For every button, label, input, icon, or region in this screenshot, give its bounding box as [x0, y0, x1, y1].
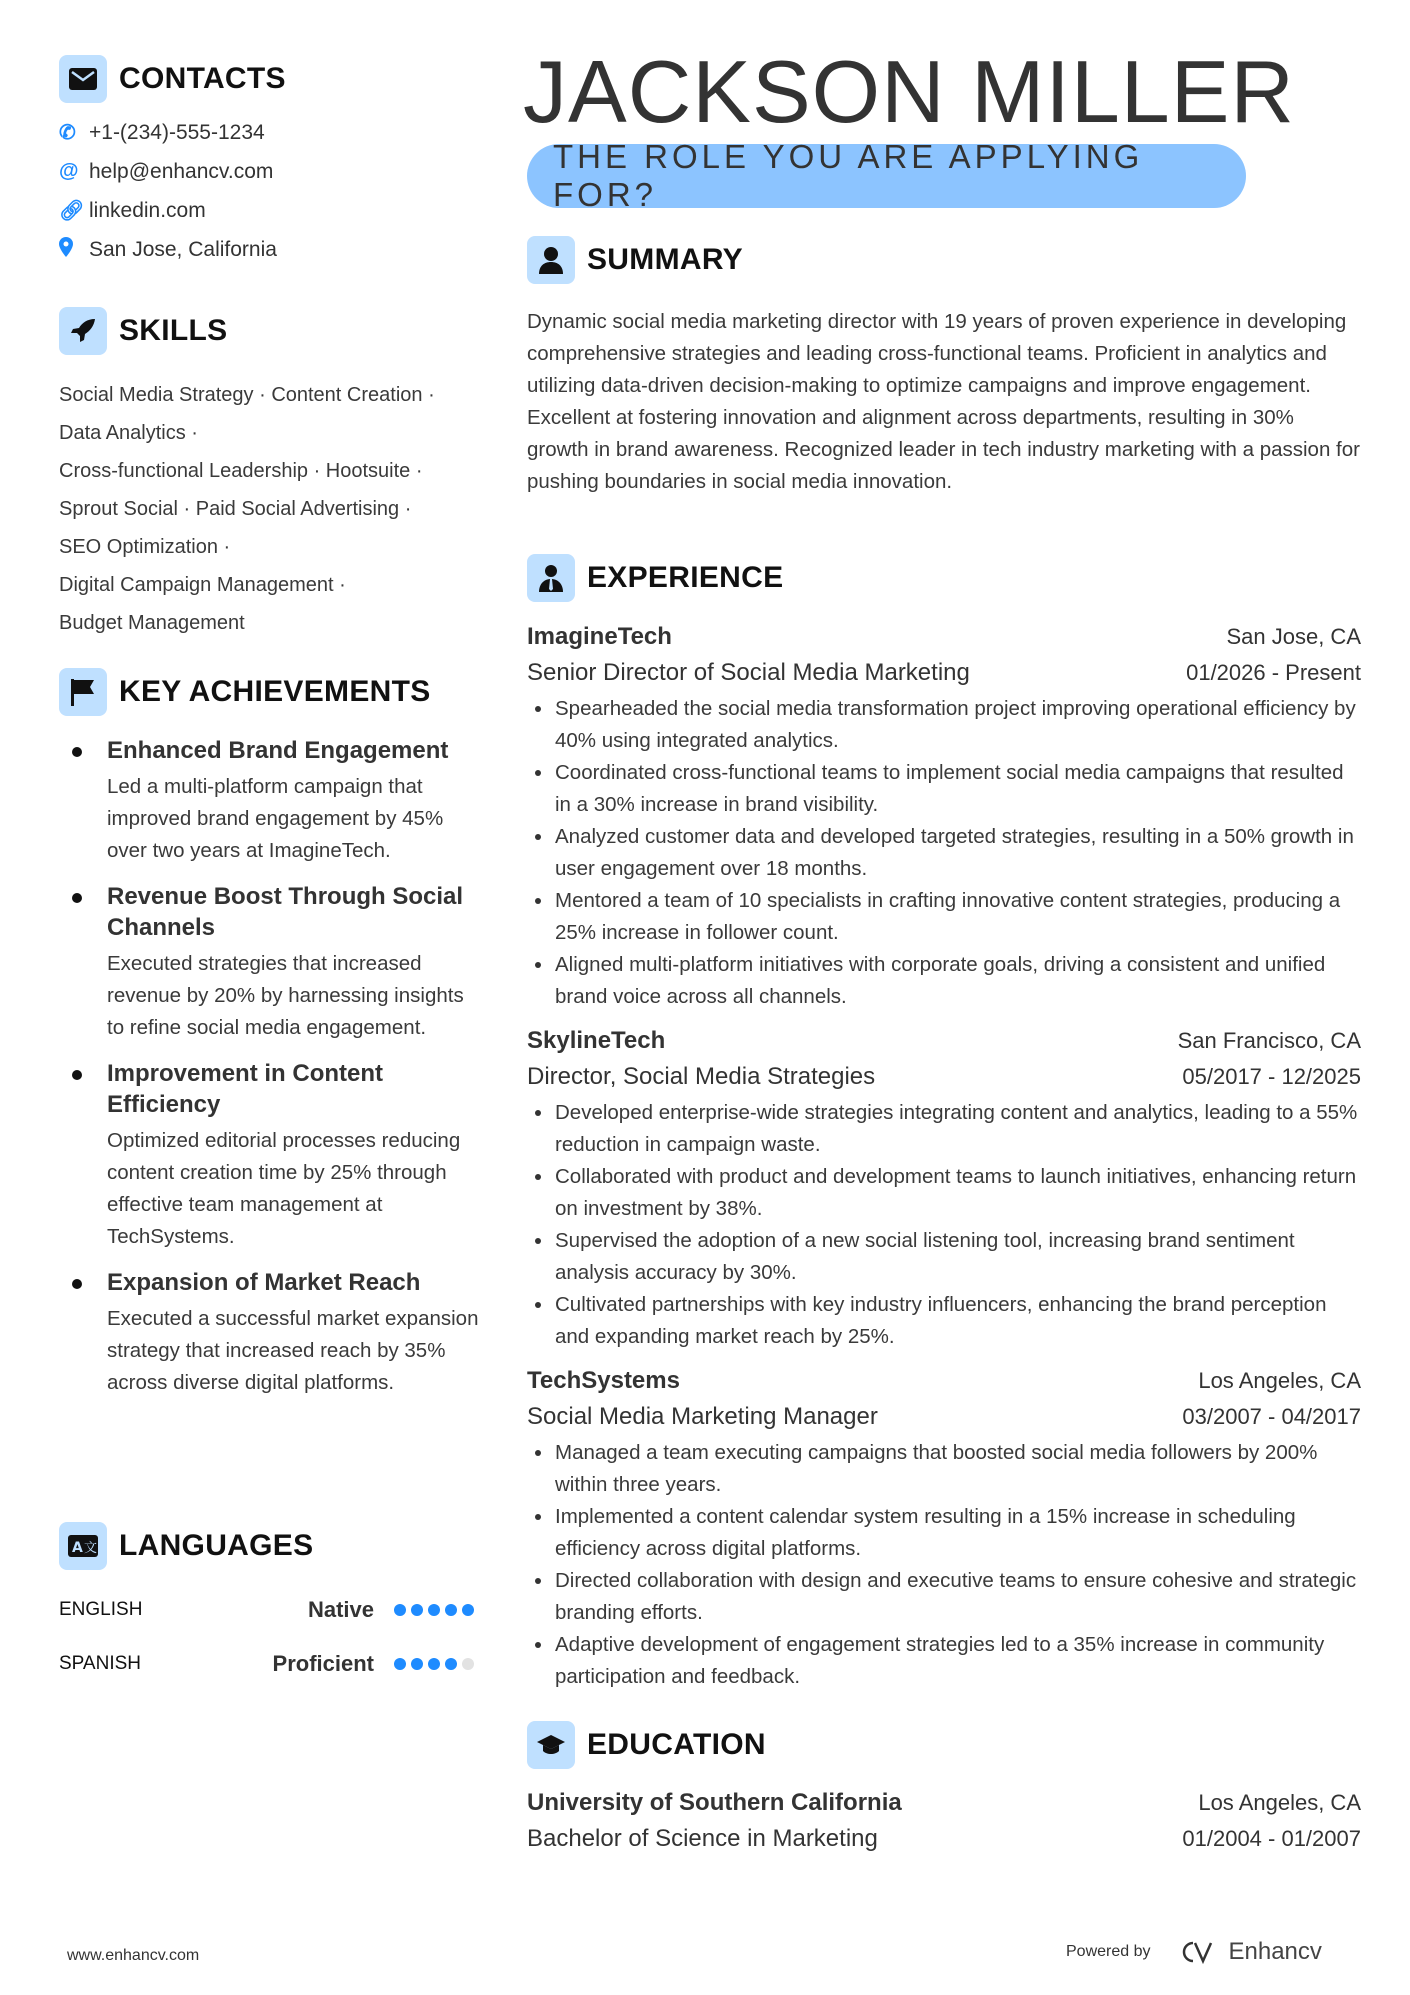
powered-by-label: Powered by: [1066, 1943, 1151, 1960]
job-bullet: Supervised the adoption of a new social listening tool, increasing brand sentiment analysis accuracy by 30%.: [527, 1225, 1361, 1289]
achievement-item: [59, 735, 479, 867]
degree: Bachelor of Science in Marketing: [527, 1825, 878, 1852]
job-title: Director, Social Media Strategies: [527, 1063, 876, 1090]
contact-text: help@enhancv.com: [89, 159, 274, 183]
language-level: Proficient: [272, 1651, 374, 1676]
company-name: SkylineTech: [527, 1027, 666, 1054]
rating-dot: [394, 1658, 406, 1670]
job-dates: 03/2007 - 04/2017: [1182, 1404, 1361, 1429]
svg-text:文: 文: [84, 1541, 98, 1556]
job-entry: [527, 1363, 1361, 1693]
achievement-title: Expansion of Market Reach: [107, 1269, 421, 1296]
skill-line: Sprout Social · Paid Social Advertising ·: [59, 498, 412, 520]
skills-list: [59, 376, 489, 642]
language-rating: [394, 1658, 474, 1670]
powered-by: [1066, 1938, 1322, 1966]
job-title: Senior Director of Social Media Marketing: [527, 659, 970, 686]
rocket-icon: [59, 307, 107, 355]
language-name: SPANISH: [59, 1653, 142, 1674]
job-bullet: Aligned multi-platform initiatives with corporate goals, driving a consistent and unified brand voice across all channels.: [527, 949, 1361, 1013]
contact-location: [59, 230, 286, 269]
job-bullet: Analyzed customer data and developed targeted strategies, resulting in a 50% growth in user engagement over 18 months.: [527, 821, 1361, 885]
language-row: [59, 1644, 474, 1684]
skill-line: SEO Optimization ·: [59, 536, 231, 558]
job-bullet: Cultivated partnerships with key industry influencers, enhancing the brand perception and expanding market reach by 25%.: [527, 1289, 1361, 1353]
achievement-desc: Executed a successful market expansion strategy that increased reach by 35% across diverse digital platforms.: [107, 1307, 479, 1394]
link-icon: 🔗︎: [59, 200, 85, 222]
education-section: [527, 1721, 1361, 1857]
contact-phone[interactable]: [59, 113, 286, 152]
contact-email[interactable]: [59, 152, 286, 191]
job-dates: 01/2026 - Present: [1186, 660, 1361, 685]
job-bullets: [527, 1097, 1361, 1353]
skill-line: Budget Management: [59, 612, 245, 634]
job-bullet: Developed enterprise-wide strategies integrating content and analytics, leading to a 55% reduction in campaign waste.: [527, 1097, 1361, 1161]
contacts-section: [59, 55, 286, 269]
achievement-desc: Optimized editorial processes reducing content creation time by 25% through effective team management at TechSystems.: [107, 1129, 461, 1248]
job-location: San Jose, CA: [1226, 624, 1361, 649]
school-location: Los Angeles, CA: [1198, 1790, 1361, 1815]
footer-website[interactable]: www.enhancv.com: [67, 1947, 200, 1964]
job-location: Los Angeles, CA: [1198, 1368, 1361, 1393]
section-title: EDUCATION: [587, 1728, 766, 1761]
bullet-icon: [72, 1279, 82, 1289]
rating-dot: [462, 1604, 474, 1616]
role-pill[interactable]: THE ROLE YOU ARE APPLYING FOR?: [527, 144, 1246, 208]
language-row: [59, 1590, 474, 1630]
enhancv-logo-icon: [1175, 1939, 1221, 1965]
skill-line: Social Media Strategy · Content Creation ·: [59, 384, 435, 406]
rating-dot: [411, 1604, 423, 1616]
candidate-name: JACKSON MILLER: [523, 42, 1295, 141]
job-bullets: [527, 1437, 1361, 1693]
summary-section: [527, 236, 1361, 498]
job-entry: [527, 619, 1361, 1013]
achievement-desc: Executed strategies that increased revenue by 20% by harnessing insights to refine social media engagement.: [107, 952, 464, 1039]
user-icon: [527, 236, 575, 284]
job-bullet: Managed a team executing campaigns that boosted social media followers by 200% within three years.: [527, 1437, 1361, 1501]
graduation-cap-icon: [527, 1721, 575, 1769]
rating-dot: [428, 1604, 440, 1616]
section-title: LANGUAGES: [119, 1529, 314, 1562]
job-bullet: Adaptive development of engagement strategies led to a 35% increase in community participation and feedback.: [527, 1629, 1361, 1693]
svg-text:A: A: [72, 1540, 83, 1556]
section-title: EXPERIENCE: [587, 561, 784, 594]
job-bullet: Mentored a team of 10 specialists in crafting innovative content strategies, producing a 25% increase in follower count.: [527, 885, 1361, 949]
summary-text: Dynamic social media marketing director with 19 years of proven experience in developing comprehensive strategies and leading cross-functional teams. Proficient in analytics and utilizing data-driven decision-making to optimize campaigns and improve engagement. Excellent at fostering innovation and alignment across departments, resulting in 30% growth in brand awareness. Recognized leader in tech industry marketing with a passion for pushing boundaries in social media innovation.: [527, 310, 1360, 493]
contact-linkedin[interactable]: [59, 191, 286, 230]
experience-section: [527, 554, 1361, 1703]
rating-dot: [462, 1658, 474, 1670]
language-level: Native: [307, 1597, 374, 1622]
businessman-icon: [527, 554, 575, 602]
rating-dot: [445, 1604, 457, 1616]
translate-icon: [59, 1522, 107, 1570]
section-title: CONTACTS: [119, 62, 286, 95]
school-name: University of Southern California: [527, 1789, 902, 1816]
contact-text: San Jose, California: [89, 237, 277, 261]
job-title: Social Media Marketing Manager: [527, 1403, 878, 1430]
job-bullet: Collaborated with product and development teams to launch initiatives, enhancing return on investment by 38%.: [527, 1161, 1361, 1225]
company-name: TechSystems: [527, 1367, 680, 1394]
achievement-item: [59, 881, 479, 1044]
company-name: ImagineTech: [527, 623, 672, 650]
rating-dot: [428, 1658, 440, 1670]
skill-line: Data Analytics ·: [59, 422, 198, 444]
rating-dot: [411, 1658, 423, 1670]
language-name: ENGLISH: [59, 1599, 143, 1620]
job-bullet: Coordinated cross-functional teams to implement social media campaigns that resulted in a 30% increase in brand visibility.: [527, 757, 1361, 821]
job-location: San Francisco, CA: [1177, 1028, 1361, 1053]
job-bullets: [527, 693, 1361, 1013]
section-title: SUMMARY: [587, 243, 743, 276]
achievement-item: [59, 1267, 479, 1399]
job-bullet: Spearheaded the social media transformation project improving operational efficiency by 40% using integrated analytics.: [527, 693, 1361, 757]
flag-icon: [59, 668, 107, 716]
education-dates: 01/2004 - 01/2007: [1182, 1826, 1361, 1851]
section-title: KEY ACHIEVEMENTS: [119, 675, 431, 708]
job-bullet: Implemented a content calendar system resulting in a 15% increase in scheduling efficiency across digital platforms.: [527, 1501, 1361, 1565]
skill-line: Cross-functional Leadership · Hootsuite ·: [59, 460, 423, 482]
language-rating: [394, 1604, 474, 1616]
enhancv-brand: Enhancv: [1228, 1938, 1322, 1965]
at-icon: @: [59, 160, 79, 182]
bullet-icon: [72, 747, 82, 757]
contact-text: +1-(234)-555-1234: [89, 120, 265, 144]
rating-dot: [445, 1658, 457, 1670]
envelope-icon: [59, 55, 107, 103]
achievement-title: Improvement in Content Efficiency: [107, 1060, 384, 1118]
skill-line: Digital Campaign Management ·: [59, 574, 346, 596]
achievement-item: [59, 1058, 479, 1253]
achievements-section: [59, 668, 479, 1413]
job-entry: [527, 1023, 1361, 1353]
phone-icon: ✆: [59, 122, 76, 144]
languages-section: [59, 1522, 474, 1684]
rating-dot: [394, 1604, 406, 1616]
bullet-icon: [72, 1070, 82, 1080]
job-dates: 05/2017 - 12/2025: [1182, 1064, 1361, 1089]
job-bullet: Directed collaboration with design and executive teams to ensure cohesive and strategic branding efforts.: [527, 1565, 1361, 1629]
contact-text: linkedin.com: [89, 198, 206, 222]
achievement-title: Enhanced Brand Engagement: [107, 737, 449, 764]
section-title: SKILLS: [119, 314, 228, 347]
location-icon: [59, 237, 89, 263]
achievement-title: Revenue Boost Through Social Channels: [107, 883, 464, 941]
bullet-icon: [72, 893, 82, 903]
achievement-desc: Led a multi-platform campaign that improved brand engagement by 45% over two years at ImagineTech.: [107, 775, 444, 862]
enhancv-logo[interactable]: [1175, 1938, 1322, 1966]
skills-section: [59, 307, 489, 642]
